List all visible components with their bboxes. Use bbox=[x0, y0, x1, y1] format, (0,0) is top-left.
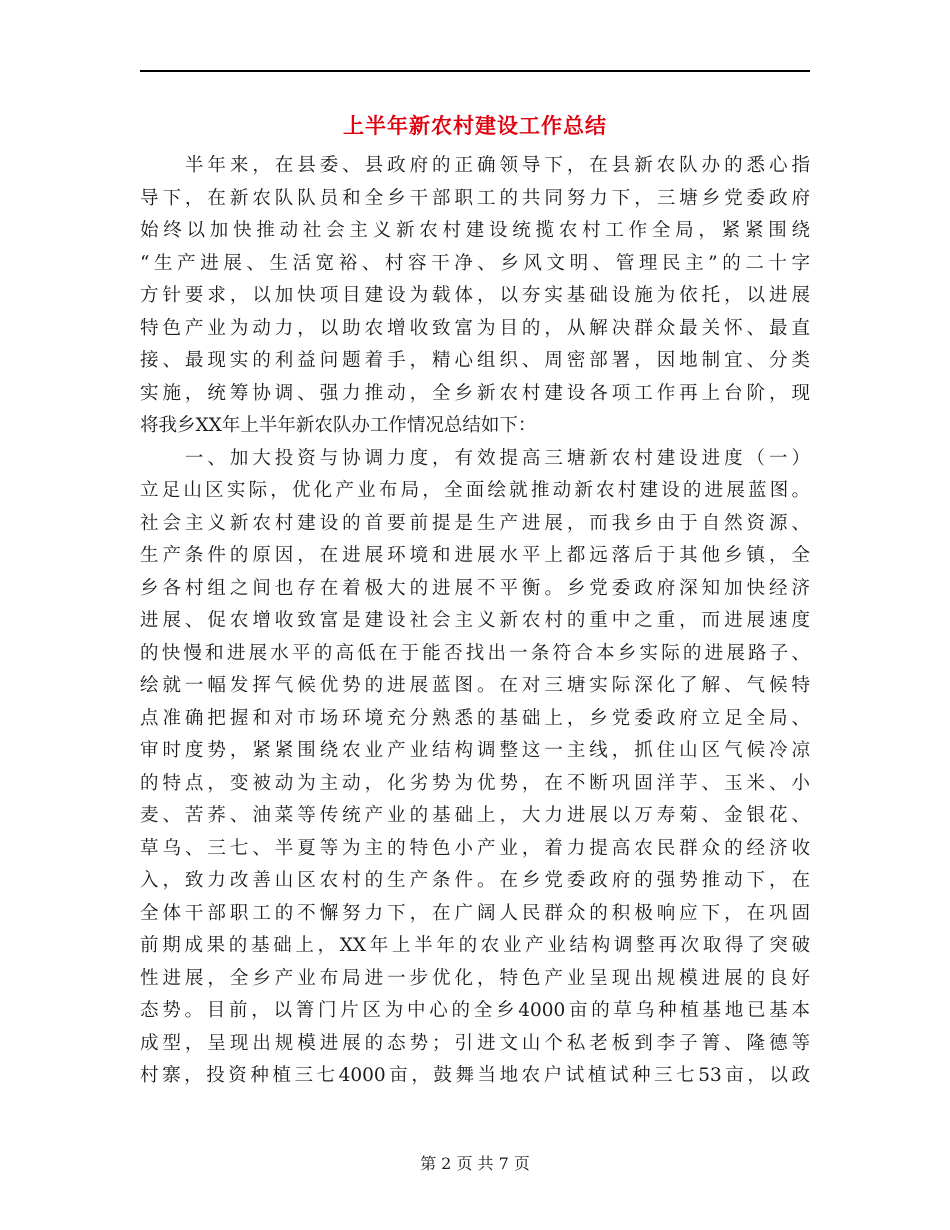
body-line: 一、加大投资与协调力度，有效提高三塘新农村建设进度（一） bbox=[140, 447, 810, 469]
body-line: 实施，统筹协调、强力推动，全乡新农村建设各项工作再上台阶，现 bbox=[140, 382, 810, 404]
body-line: 方针要求，以加快项目建设为载体，以夯实基础设施为依托，以进展 bbox=[140, 285, 810, 306]
body-line: 特色产业为动力，以助农增收致富为目的，从解决群众最关怀、最直 bbox=[140, 317, 810, 339]
body-line: 社会主义新农村建设的首要前提是生产进展，而我乡由于自然资源、 bbox=[140, 512, 810, 534]
body-line: 的快慢和进展水平的高低在于能否找出一条符合本乡实际的进展路子、 bbox=[140, 642, 810, 664]
body-line: 态势。目前，以箐门片区为中心的全乡4000亩的草乌种植基地已基本 bbox=[140, 1000, 810, 1021]
body-line: 绘就一幅发挥气候优势的进展蓝图。在对三塘实际深化了解、气候特 bbox=[140, 675, 810, 696]
body-line: 性进展，全乡产业布局进一步优化，特色产业呈现出规模进展的良好 bbox=[140, 967, 810, 989]
body-line: 生产条件的原因，在进展环境和进展水平上都远落后于其他乡镇，全 bbox=[140, 545, 810, 566]
body-line: 进展、促农增收致富是建设社会主义新农村的重中之重，而进展速度 bbox=[140, 610, 810, 631]
body-line: “生产进展、生活宽裕、村容干净、乡风文明、管理民主”的二十字 bbox=[140, 252, 810, 274]
body-line: 审时度势，紧紧围绕农业产业结构调整这一主线，抓住山区气候冷凉 bbox=[140, 740, 810, 761]
body-line: 前期成果的基础上，XX年上半年的农业产业结构调整再次取得了突破 bbox=[140, 935, 810, 956]
body-line: 乡各村组之间也存在着极大的进展不平衡。乡党委政府深知加快经济 bbox=[140, 577, 810, 599]
body-line: 麦、苦荞、油菜等传统产业的基础上，大力进展以万寿菊、金银花、 bbox=[140, 805, 810, 826]
body-line: 的特点，变被动为主动，化劣势为优势，在不断巩固洋芋、玉米、小 bbox=[140, 772, 810, 794]
body-line: 点准确把握和对市场环境充分熟悉的基础上，乡党委政府立足全局、 bbox=[140, 707, 810, 729]
body-line: 全体干部职工的不懈努力下，在广阔人民群众的积极响应下，在巩固 bbox=[140, 902, 810, 924]
body-line: 始终以加快推动社会主义新农村建设统揽农村工作全局，紧紧围绕 bbox=[140, 220, 810, 241]
body-line: 草乌、三七、半夏等为主的特色小产业，着力提高农民群众的经济收 bbox=[140, 837, 810, 859]
body-line: 成型，呈现出规模进展的态势；引进文山个私老板到李子箐、隆德等 bbox=[140, 1032, 810, 1054]
document-title: 上半年新农村建设工作总结 bbox=[343, 114, 607, 138]
page-number: 第 2 页 共 7 页 bbox=[420, 1154, 530, 1173]
header-rule bbox=[140, 70, 810, 72]
body-line: 村寨，投资种植三七4000亩，鼓舞当地农户试植试种三七53亩，以政 bbox=[140, 1065, 810, 1086]
body-line: 入，致力改善山区农村的生产条件。在乡党委政府的强势推动下，在 bbox=[140, 870, 810, 891]
document-body bbox=[140, 150, 810, 1093]
body-line: 半年来，在县委、县政府的正确领导下，在县新农队办的悉心指 bbox=[140, 155, 810, 176]
body-line: 导下，在新农队队员和全乡干部职工的共同努力下，三塘乡党委政府 bbox=[140, 187, 810, 209]
body-line: 将我乡XX年上半年新农队办工作情况总结如下： bbox=[140, 415, 537, 436]
body-line: 立足山区实际，优化产业布局，全面绘就推动新农村建设的进展蓝图。 bbox=[140, 480, 810, 501]
page-footer bbox=[0, 1152, 950, 1176]
body-line: 接、最现实的利益问题着手，精心组织、周密部署，因地制宜、分类 bbox=[140, 350, 810, 371]
